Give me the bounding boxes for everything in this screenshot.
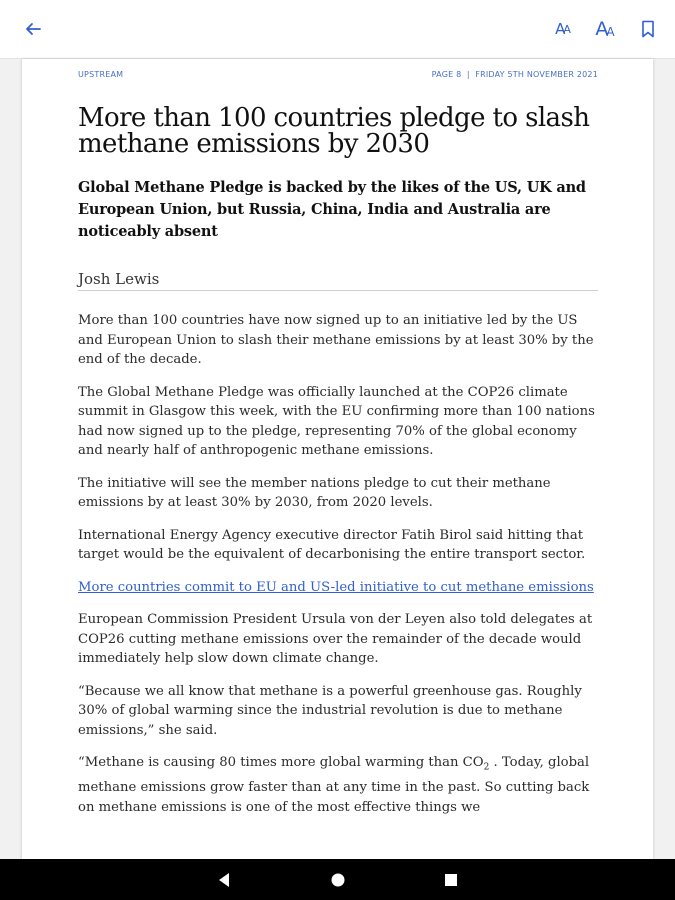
decrease-font-button[interactable]: A A <box>555 20 571 38</box>
square-recents-icon <box>444 873 458 887</box>
article-page <box>22 59 653 859</box>
paragraph: “Because we all know that methane is a powerful greenhouse gas. Roughly 30% of global warming since the industrial revolution is due to methane emissions,” she said. <box>78 683 582 738</box>
paragraph: The initiative will see the member nations pledge to cut their methane emissions by at least 30% by 2030, from 2020 levels. <box>78 475 551 510</box>
increase-font-button[interactable]: A A <box>595 18 615 40</box>
back-button[interactable] <box>18 14 48 44</box>
article-body <box>78 311 598 830</box>
nav-back-button[interactable] <box>213 869 235 891</box>
font-size-small-icon: A <box>555 20 566 38</box>
article-standfirst: Global Methane Pledge is backed by the likes of the US, UK and European Union, but Russia, China, India and Australia are noticeably absent <box>78 179 586 240</box>
article-meta <box>78 70 598 79</box>
page-info: PAGE 8 | FRIDAY 5TH NOVEMBER 2021 <box>431 70 598 79</box>
nav-recents-button[interactable] <box>440 869 462 891</box>
nav-home-button[interactable] <box>327 869 349 891</box>
article-headline: More than 100 countries pledge to slash methane emissions by 2030 <box>78 103 590 159</box>
arrow-left-icon <box>24 20 42 38</box>
font-size-large-icon: A <box>595 18 609 40</box>
top-app-bar <box>0 0 675 59</box>
paragraph: More than 100 countries have now signed up to an initiative led by the US and European Union to slash their methane emissions by at least 30% by the end of the decade. <box>78 313 594 367</box>
related-link-paragraph <box>78 578 598 598</box>
section-label: UPSTREAM <box>78 70 124 79</box>
paragraph: The Global Methane Pledge was officially launched at the COP26 climate summit in Glasgow this week, with the EU confirming more than 100 nations had now signed up to the pledge, representing 70% of the global economy and nearly half of anthropogenic methane emissions. <box>78 384 595 458</box>
system-navigation-bar <box>0 859 675 900</box>
triangle-back-icon <box>217 872 231 888</box>
quote-paragraph: “Methane is causing 80 times more global warming than $CO_2$ . Today, global methane emissions grow faster than at any time in the past. So cutting back on methane emissions is one of the most effective things we <box>78 755 590 815</box>
related-article-link[interactable]: More countries commit to EU and US-led initiative to cut methane emissions <box>78 579 594 595</box>
paragraph: European Commission President Ursula von der Leyen also told delegates at COP26 cutting methane emissions over the remainder of the decade would immediately help slow down climate change. <box>78 612 593 666</box>
paragraph: International Energy Agency executive director Fatih Birol said hitting that target would be the equivalent of decarbonising the entire transport sector. <box>78 527 586 562</box>
author-byline: Josh Lewis <box>78 270 598 291</box>
bookmark-icon <box>641 20 655 38</box>
bookmark-button[interactable] <box>634 14 662 44</box>
circle-home-icon <box>330 872 346 888</box>
